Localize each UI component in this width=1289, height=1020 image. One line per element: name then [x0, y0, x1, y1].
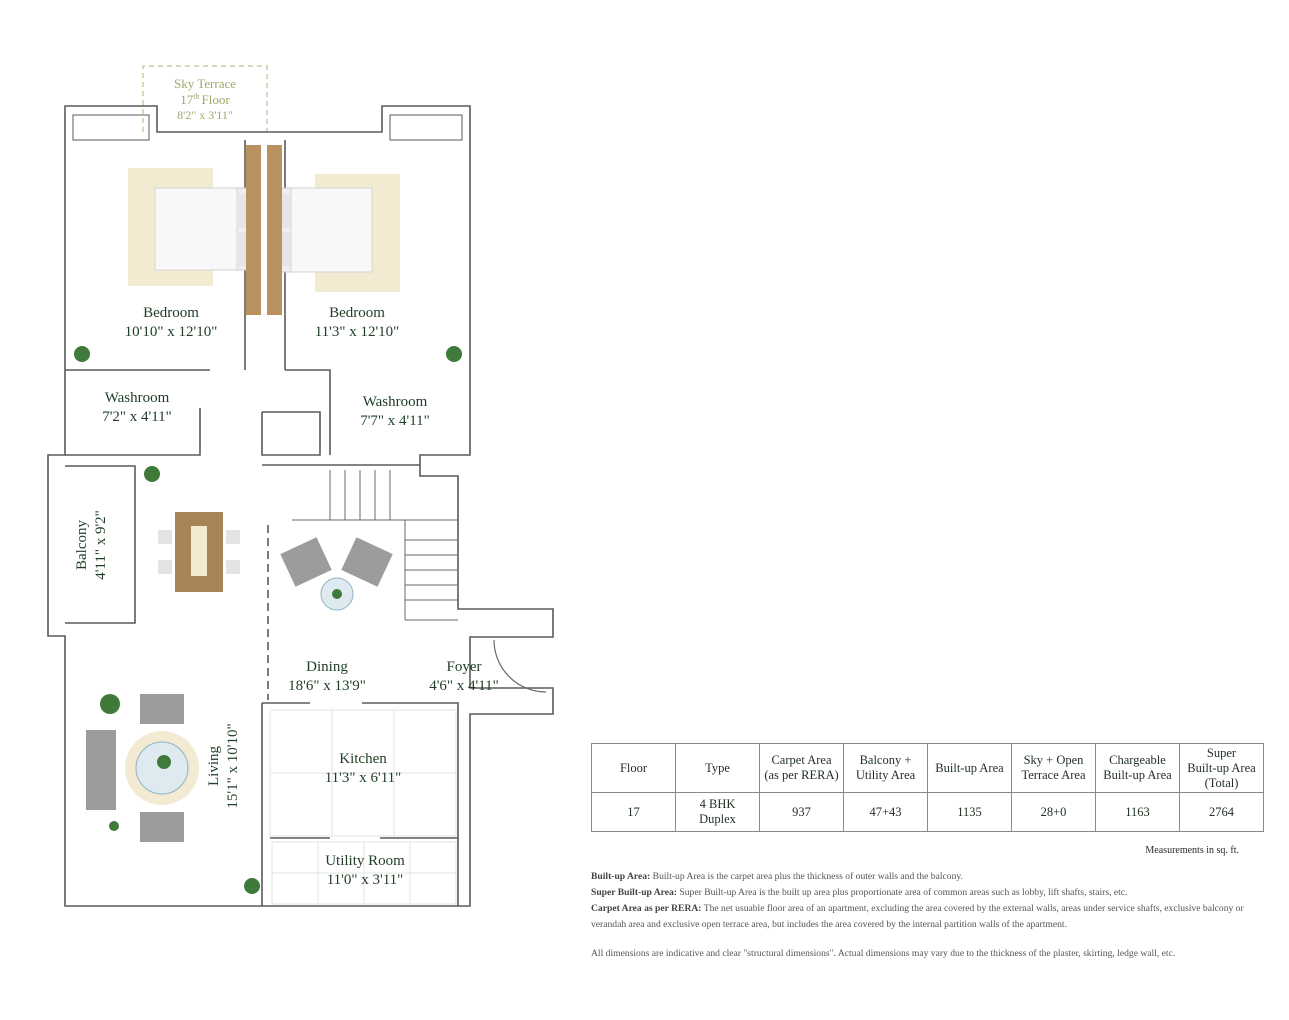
area-table-header-cell — [676, 744, 760, 793]
cell-line: Duplex — [699, 812, 736, 826]
lounge-chairs — [280, 537, 392, 610]
sky-terrace-floor: 17th Floor — [180, 92, 230, 107]
foyer-door — [494, 640, 546, 692]
sky-terrace-name: Sky Terrace — [173, 76, 237, 91]
kitchen-dim: 11'3" x 6'11" — [324, 770, 402, 786]
foyer-dim: 4'6" x 4'11" — [429, 678, 499, 694]
balcony-dim: 4'11" x 9'2" — [93, 510, 109, 580]
header-line: Built-up Area — [1103, 768, 1172, 782]
dining-dim: 18'6" x 13'9" — [288, 678, 366, 694]
area-table-container — [591, 743, 1264, 832]
cell-line: 28+0 — [1040, 804, 1067, 819]
bedroom-right-dim: 11'3" x 12'10" — [314, 324, 400, 340]
area-table-row — [592, 793, 1264, 832]
area-table-header-cell — [1180, 744, 1264, 793]
header-line: Carpet Area — [771, 753, 832, 767]
bedroom-left-dim: 10'10" x 12'10" — [124, 324, 218, 340]
living-dim: 15'1" x 10'10" — [225, 723, 241, 809]
header-line: Utility Area — [855, 768, 916, 782]
header-line: Terrace Area — [1021, 768, 1086, 782]
living-name: Living — [206, 746, 222, 786]
area-table-cell — [676, 793, 760, 832]
room-labels — [74, 305, 499, 888]
header-line: Built-up Area — [935, 760, 1004, 775]
wardrobes — [246, 145, 282, 315]
area-table-header-cell — [1096, 744, 1180, 793]
header-line: Balcony + — [859, 753, 912, 767]
cell-line: 17 — [627, 804, 640, 819]
area-table-header-cell — [592, 744, 676, 793]
utility-dim: 11'0" x 3'11" — [326, 872, 404, 888]
living-furniture — [86, 694, 199, 842]
header-line: Floor — [619, 760, 648, 775]
disclaimer: All dimensions are indicative and clear "structural dimensions". Actual dimensions may vary due to the thickness of the plaster, skirting, ledge wall, etc. — [591, 948, 1176, 959]
bedroom-right-furniture — [272, 174, 400, 292]
header-line: Type — [705, 760, 730, 775]
cell-line: 2764 — [1209, 804, 1234, 819]
cell-line: 4 BHK — [699, 797, 736, 811]
sky-terrace — [143, 66, 267, 132]
dining-table — [158, 512, 240, 592]
sky-terrace-dim: 8'2" x 3'11" — [177, 108, 233, 122]
washroom-right-name: Washroom — [362, 394, 428, 410]
area-table-cell — [760, 793, 844, 832]
washroom-left-dim: 7'2" x 4'11" — [102, 409, 172, 425]
cell-line: 937 — [792, 804, 811, 819]
balcony-name: Balcony — [74, 520, 90, 570]
kitchen-name: Kitchen — [339, 751, 387, 767]
cell-line: 1163 — [1125, 804, 1150, 819]
area-table-cell — [928, 793, 1012, 832]
area-table-cell — [1096, 793, 1180, 832]
area-table-cell — [592, 793, 676, 832]
measurement-note: Measurements in sq. ft. — [1145, 845, 1239, 856]
bedroom-left-name: Bedroom — [143, 305, 199, 321]
header-line: Chargeable — [1109, 753, 1166, 767]
cell-line: 1135 — [957, 804, 982, 819]
area-table-cell — [844, 793, 928, 832]
definitions — [591, 869, 1251, 933]
bedroom-right-name: Bedroom — [329, 305, 385, 321]
foyer-name: Foyer — [446, 659, 482, 675]
area-table-cell — [1180, 793, 1264, 832]
utility-name: Utility Room — [325, 853, 405, 869]
header-line: (as per RERA) — [764, 768, 839, 782]
definition-carpet-area: Carpet Area as per RERA: The net usuable floor area of an apartment, excluding the area covered by the external walls, areas under service shafts, exclusive balcony or verandah area and exclusive open terrace area, but includes the area covered by the internal partition walls of the apartment. — [591, 903, 1244, 930]
washroom-right-dim: 7'7" x 4'11" — [360, 413, 430, 429]
dining-name: Dining — [306, 659, 348, 675]
cell-line: 47+43 — [869, 804, 902, 819]
floor-plan — [0, 0, 590, 1020]
header-line: Built-up Area — [1187, 760, 1256, 775]
header-line: (Total) — [1204, 775, 1239, 790]
area-table-header-cell — [1012, 744, 1096, 793]
bedroom-left-furniture — [128, 168, 255, 286]
area-table-cell — [1012, 793, 1096, 832]
area-table — [591, 743, 1264, 832]
definition-super-built-up: Super Built-up Area: Super Built-up Area is the built up area plus proportionate area of common areas such as lobby, lift shafts, stairs, etc. — [591, 887, 1128, 898]
header-line: Sky + Open — [1023, 753, 1084, 767]
area-table-header-cell — [928, 744, 1012, 793]
washroom-left-name: Washroom — [104, 390, 170, 406]
definition-built-up: Built-up Area: Built-up Area is the carpet area plus the thickness of outer walls and the balcony. — [591, 871, 963, 882]
header-line: Super — [1206, 745, 1237, 760]
area-table-header-cell — [844, 744, 928, 793]
area-table-header-row — [592, 744, 1264, 793]
area-table-header-cell — [760, 744, 844, 793]
